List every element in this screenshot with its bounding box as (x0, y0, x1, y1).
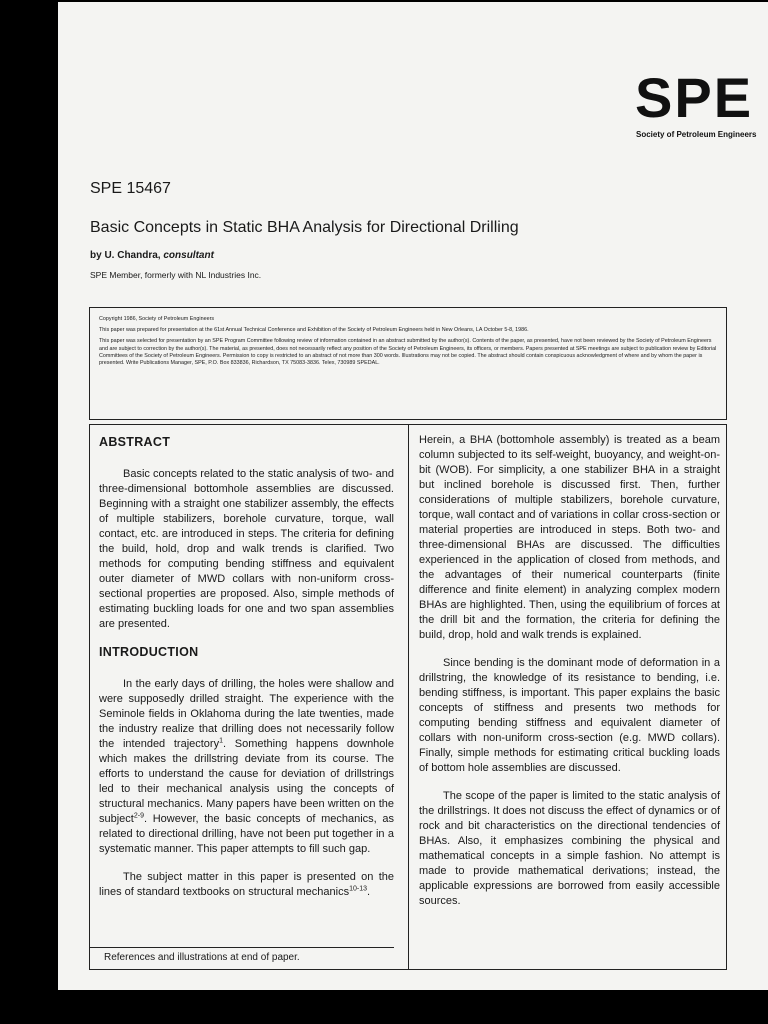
right-paragraph-1: Herein, a BHA (bottomhole assembly) is treated as a beam column subjected to its self-weight, buoyancy, and weight-on-bit (WOB). For simplicity, a one stabilizer BHA in a straight but inclined borehole is discussed first. Then, further considerations of multiple stabilizers, borehole curvature, torque, wall contact and of variations in collar cross-section or material properties are introduced in steps. Both two- and three-dimensional BHAs are discussed. The difficulties experienced in the application of closed from methods, and the advantages of their numerical counterparts (finite difference and finite element) in analyzing complex modern BHAs are highlighted. Then, using the equilibrium of forces at the drill bit and the formation, the criteria for defining the build, drop, hold and walk trends is explained. (419, 434, 720, 641)
author-line (90, 250, 214, 261)
right-paragraph-2: Since bending is the dominant mode of deformation in a drillstring, the knowledge of its resistance to bending, i.e. bending stiffness, is important. This paper explains the basic concepts of stiffness and presents two methods for computing bending stiffness and equivalent diameter of collars with non-uniform cross-section (e.g. MWD collars). Finally, simple methods for estimating critical buckling loads of bottom hole assemblies are discussed. (419, 657, 720, 774)
intro-paragraph-1: In the early days of drilling, the holes were shallow and were supposedly drilled straight. The experience with the Seminole fields in Oklahoma during the late twenties, made the industry realize that drilling does not necessarily follow the intended trajectory$^1$. Something happens downhole which makes the drillstring deviate from its course. The efforts to understand the cause for deviation of drillstrings led to their mechanical analysis using the concepts of structural mechanics. Many papers have been written on the subject$^{2-9}$. However, the basic concepts of mechanics, as related to directional drilling, have not been put together in a systematic manner. This paper attempts to fill such gap. (99, 678, 394, 855)
right-column (419, 433, 720, 922)
introduction-heading: INTRODUCTION (99, 645, 199, 659)
citation-10-13: 10-13 (349, 885, 367, 893)
presentation-note: This paper was prepared for presentation at the 61st Annual Technical Conference and Exhibition of the Society of Petroleum Engineers held in New Orleans, LA October 5-8, 1986. (99, 327, 529, 334)
copyright-line: Copyright 1986, Society of Petroleum Engineers (99, 316, 215, 322)
citation-1: 1 (219, 737, 223, 745)
abstract-heading: ABSTRACT (99, 435, 171, 449)
footnote: References and illustrations at end of paper. (90, 947, 394, 963)
column-divider (408, 425, 409, 969)
author-affiliation: SPE Member, formerly with NL Industries Inc. (90, 270, 262, 280)
author-name: by U. Chandra, (90, 250, 164, 261)
citation-2-9: 2-9 (133, 812, 144, 820)
selection-note: This paper was selected for presentation by an SPE Program Committee following review of information contained in an abstract submitted by the author(s). Contents of the paper, as presented, have not been reviewed by the Society of Petroleum Engineers and are subject to correction by the author(s). The material, as presented, does not necessarily reflect any position of the Society of Petroleum Engineers, its officers, or members. Papers presented at SPE meetings are subject to publication review by Editorial Committees of the Society of Petroleum Engineers. Permission to copy is restricted to an abstract of not more than 300 words. Illustrations may not be copied. The abstract should contain conspicuous acknowledgment of where and by whom the paper is presented. Write Publications Manager, SPE, P.O. Box 833836, Richardson, TX 75083-3836. Telex, 730989 SPEDAL. (99, 338, 717, 367)
author-role: consultant (163, 250, 214, 261)
intro-paragraph-2: The subject matter in this paper is presented on the lines of standard textbooks on structural mechanics$^{10-13}$. (99, 871, 394, 898)
left-column (99, 433, 394, 913)
society-name: Society of Petroleum Engineers (636, 130, 757, 139)
spe-logo: SPE (635, 66, 754, 129)
paper-title: Basic Concepts in Static BHA Analysis for Directional Drilling (90, 219, 519, 236)
right-paragraph-3: The scope of the paper is limited to the static analysis of the drillstrings. It does not discuss the effect of dynamics or of rock and bit characteristics on the directional tendencies of BHAs. Also, it emphasizes combining the physical and mathematical concepts in a simple fashion. No attempt is made to provide mathematical derivations; instead, the applicable expressions are borrowed from easily accessible sources. (419, 790, 720, 907)
copyright-notice-box (89, 307, 727, 420)
paper-number: SPE 15467 (90, 180, 171, 197)
abstract-text: Basic concepts related to the static analysis of two- and three-dimensional bottomhole assemblies are discussed. Beginning with a straight one stabilizer assembly, the effects of multiple stabilizers, borehole curvature, torque, wall contact, etc. are introduced in steps. The criteria for defining the build, hold, drop and walk trends is clarified. Two methods for computing bending stiffness and equivalent outer diameter of MWD collars with non-uniform cross-sectional properties are proposed. Also, simple methods of estimating buckling loads for one and two span assemblies are presented. (99, 468, 394, 630)
two-column-body (89, 424, 727, 970)
